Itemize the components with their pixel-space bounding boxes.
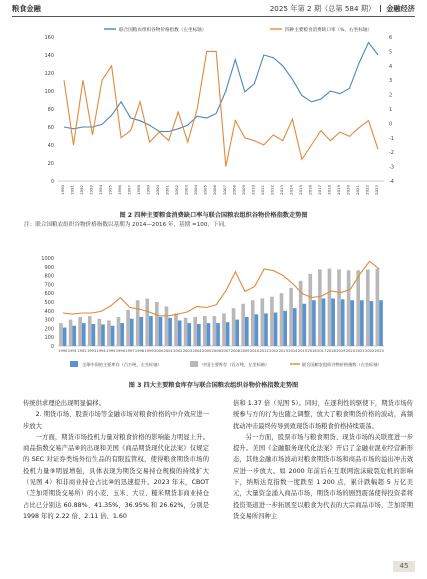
bar-china xyxy=(280,293,284,346)
x-tick-label: 2008 xyxy=(231,185,237,195)
bar-global xyxy=(168,318,172,346)
header-rule xyxy=(12,16,415,17)
x-tick-label: 2011 xyxy=(259,185,265,195)
bar-global xyxy=(178,320,182,346)
x-tick-label: 2007 xyxy=(221,349,231,353)
bar-china xyxy=(117,317,121,346)
y-right-tick-label: -3 xyxy=(389,164,394,171)
bar-china xyxy=(251,300,255,346)
y-left-tick-label: 100 xyxy=(44,335,54,342)
bar-global xyxy=(293,308,297,346)
x-tick-label: 2005 xyxy=(202,349,212,353)
issue-info xyxy=(270,4,415,14)
y-left-tick-label: 400 xyxy=(44,308,54,315)
y-left-tick-label: 600 xyxy=(44,291,54,298)
x-tick-label: 2016 xyxy=(307,185,313,195)
x-tick-label: 1995 xyxy=(107,185,113,195)
bar-china xyxy=(193,317,197,346)
bar-china xyxy=(261,298,265,346)
bar-china xyxy=(98,319,102,346)
x-tick-label: 1992 xyxy=(79,185,85,195)
x-tick-label: 2020 xyxy=(345,185,351,195)
bar-china xyxy=(222,313,226,346)
bar-global xyxy=(379,300,383,346)
bar-china xyxy=(356,270,360,346)
bar-china xyxy=(155,302,159,346)
y-left-tick-label: 200 xyxy=(44,326,54,333)
bar-china xyxy=(232,308,236,346)
x-tick-label: 2022 xyxy=(365,349,375,353)
x-tick-label: 2021 xyxy=(355,349,365,353)
x-tick-label: 1997 xyxy=(126,185,132,195)
figure-2-caption: 图 2 四种主要粮食消费缺口率与联合国粮农组织谷物价格指数走势图 xyxy=(119,212,308,219)
y-right-tick-label: -4 xyxy=(389,179,394,185)
paragraph: 另一方面，股票市场与粮食期货、现货市场的关联度进一步提升。美国《金融服务现代化法案》开启了金融业混业经营新形态，其他金融市场波动对粮食期货市场和商品市场的溢出冲击效应进一步放大。如 2000 年前后在互联网泡沫破裂危机的影响下，纳斯达克指数一度跌至 1 200 点，累计跌幅超 5 万亿美元，大量资金涌入商品市场，期货市场的剧烈震荡使得投资者将投资渠道进一步拓展至以粮食为代表的大宗商品市场，芝加哥期货交易所四种主 xyxy=(233,433,413,520)
header-divider xyxy=(380,5,381,12)
x-tick-label: 2002 xyxy=(173,349,183,353)
bar-global xyxy=(101,324,105,346)
x-tick-label: 2020 xyxy=(345,349,356,353)
bar-china xyxy=(366,269,370,346)
bar-global xyxy=(341,299,345,346)
bar-global xyxy=(130,319,134,346)
y-right-tick-label: 4 xyxy=(389,63,393,70)
y-left-tick-label: 0 xyxy=(50,344,54,350)
bar-global xyxy=(322,298,326,346)
x-tick-label: 1991 xyxy=(69,185,75,195)
bar-global xyxy=(235,320,239,346)
x-tick-label: 1991 xyxy=(67,349,77,353)
page-number: 45 xyxy=(393,561,415,572)
x-tick-label: 2001 xyxy=(163,349,173,353)
y-left-tick-label: 100 xyxy=(44,89,54,95)
x-tick-label: 2000 xyxy=(154,349,164,353)
figure-2-chart xyxy=(12,21,416,211)
bar-global xyxy=(82,323,86,346)
figure-3-chart xyxy=(12,250,416,378)
y-left-tick-label: 120 xyxy=(44,71,54,77)
y-left-tick-label: 20 xyxy=(47,161,54,167)
paragraph: 一方面，期货市场投机力量对粮食价格的影响能力明显上升。商品指数交易产品⑧的出现和美国《商品期货现代化法案》仅规定的 SEC 对证券类场外衍生品的有限监管权，使得粮食期货市场的投机力量⑨明显增强，具体表现为期货交易持仓规模的持续扩大（见图 4）和非商业持仓占比⑩的迅速提升。2023 年末，CBOT（芝加哥期货交易所）的小麦、玉米、大豆、糙米期货非商业持仓占比已分别达 60.88%、41.35%、36.95% 和 26.62%，分别是 1998 年的 2.22 倍、2.11 倍、1.60 xyxy=(23,433,209,520)
bar-china xyxy=(376,269,380,346)
x-tick-label: 2002 xyxy=(174,185,180,195)
x-tick-label: 2009 xyxy=(240,349,250,353)
bar-china xyxy=(174,313,178,346)
bar-china xyxy=(78,317,82,346)
y-right-tick-label: -1 xyxy=(389,135,394,142)
x-tick-label: 2007 xyxy=(221,185,227,195)
bar-china xyxy=(337,269,341,346)
x-tick-label: 1999 xyxy=(144,349,154,353)
figure-2-note: 注：联合国粮农组织谷物价格指数以基期为 2014—2016 年，基期 =100，下同。 xyxy=(24,222,230,228)
legend-label: 四种主要粮食消费缺口率（%，右坐标轴） xyxy=(285,28,373,33)
legend-swatch xyxy=(70,361,78,367)
x-tick-label: 2018 xyxy=(326,185,332,195)
y-right-tick-label: 3 xyxy=(389,78,393,85)
bar-china xyxy=(241,304,245,346)
x-tick-label: 2012 xyxy=(269,185,275,195)
bar-china xyxy=(347,270,351,346)
y-right-tick-label: 0 xyxy=(389,121,393,128)
x-tick-label: 2012 xyxy=(269,349,279,353)
x-tick-label: 2013 xyxy=(278,185,284,195)
x-tick-label: 2000 xyxy=(155,185,161,195)
x-tick-label: 1992 xyxy=(77,349,87,353)
bar-china xyxy=(270,297,274,346)
x-tick-label: 1993 xyxy=(86,349,97,353)
y-left-tick-label: 900 xyxy=(44,264,54,271)
journal-name: 粮食金融 xyxy=(12,4,41,13)
y-left-tick-label: 500 xyxy=(44,300,54,306)
figure-2-svg xyxy=(12,21,416,211)
bar-china xyxy=(318,269,322,346)
figure-3-svg xyxy=(12,250,416,378)
x-tick-label: 2009 xyxy=(240,185,246,195)
x-tick-label: 2005 xyxy=(202,185,208,195)
section-heading: 2. 期货市场、股票市场等金融市场对粮食价格的中介效应进一步放大 xyxy=(23,411,209,430)
bar-global xyxy=(350,300,354,346)
bar-global xyxy=(216,323,220,346)
y-left-tick-label: 1000 xyxy=(41,256,54,262)
x-tick-label: 2015 xyxy=(297,185,303,195)
x-tick-label: 1995 xyxy=(106,349,116,353)
y-right-tick-label: 5 xyxy=(389,49,393,56)
paragraph: 倍和 1.37 倍（见图 5）。同时，在逐利性的驱使下，期货市场传统参与方的行为也随之调整，放大了粮食期货价格的波动，高频扰动冲击最终传导到致现货市场粮食价格持续震荡。 xyxy=(233,400,413,430)
x-tick-label: 1990 xyxy=(60,185,65,195)
x-tick-label: 2019 xyxy=(336,349,346,353)
x-tick-label: 1993 xyxy=(88,185,94,195)
x-tick-label: 2006 xyxy=(211,349,221,353)
bar-global xyxy=(111,326,115,346)
x-tick-label: 1999 xyxy=(145,185,151,195)
y-left-tick-label: 700 xyxy=(44,282,54,289)
y-left-tick-label: 60 xyxy=(47,125,54,131)
bar-china xyxy=(126,310,130,346)
bar-china xyxy=(203,316,207,346)
x-tick-label: 2015 xyxy=(297,349,308,353)
x-tick-label: 2023 xyxy=(374,349,384,353)
x-tick-label: 2023 xyxy=(374,185,379,195)
bar-china xyxy=(145,298,149,346)
bar-china xyxy=(165,306,169,346)
y-right-tick-label: 2 xyxy=(389,92,393,99)
bar-global xyxy=(370,301,374,346)
x-tick-label: 2003 xyxy=(183,185,189,195)
x-tick-label: 1994 xyxy=(96,349,106,353)
x-tick-label: 2011 xyxy=(259,349,269,353)
bar-china xyxy=(328,269,332,346)
y-left-tick-label: 160 xyxy=(44,35,54,41)
bar-global xyxy=(245,317,249,346)
right-text-column xyxy=(233,398,413,522)
x-tick-label: 2017 xyxy=(316,185,322,195)
x-tick-label: 2016 xyxy=(307,349,317,353)
bar-global xyxy=(264,313,268,346)
bar-global xyxy=(303,304,307,346)
y-left-tick-label: 80 xyxy=(47,107,54,113)
x-tick-label: 1990 xyxy=(58,349,68,353)
x-tick-label: 2008 xyxy=(230,349,240,353)
x-tick-label: 2014 xyxy=(288,185,294,195)
y-left-tick-label: 40 xyxy=(47,143,54,149)
x-tick-label: 2010 xyxy=(249,349,260,353)
y-left-tick-label: 300 xyxy=(44,317,54,324)
x-tick-label: 1994 xyxy=(98,185,104,195)
series-line-1 xyxy=(64,42,378,131)
bar-global xyxy=(197,324,201,346)
x-tick-label: 2004 xyxy=(192,349,202,353)
left-text-column xyxy=(23,398,209,522)
bar-global xyxy=(159,317,163,346)
x-tick-label: 1996 xyxy=(117,185,123,195)
x-tick-label: 1998 xyxy=(134,349,145,353)
bar-china xyxy=(308,274,312,346)
page-header xyxy=(0,0,427,18)
bar-global xyxy=(274,313,278,346)
bar-global xyxy=(187,323,191,346)
x-tick-label: 1996 xyxy=(115,349,125,353)
legend-label: 联合国粮农组织谷物价格指数（左坐标轴） xyxy=(119,28,207,33)
bar-global xyxy=(331,298,335,346)
legend-label: 联合国粮农组织谷物价格指数（右坐标轴） xyxy=(302,362,382,367)
x-tick-label: 2013 xyxy=(278,349,288,353)
issue-number: 2025 年第 2 期（总第 584 期） xyxy=(269,4,376,13)
bar-global xyxy=(63,328,67,346)
bar-global xyxy=(207,323,211,346)
x-tick-label: 2021 xyxy=(354,185,360,195)
x-tick-label: 2019 xyxy=(335,185,341,195)
bar-global xyxy=(120,323,124,346)
bar-global xyxy=(255,314,259,346)
bar-china xyxy=(213,316,217,346)
y-right-tick-label: 6 xyxy=(389,35,393,41)
bar-china xyxy=(88,316,92,346)
bar-china xyxy=(59,323,63,346)
y-right-tick-label: -2 xyxy=(389,150,394,157)
y-left-tick-label: 800 xyxy=(44,273,54,280)
x-tick-label: 2006 xyxy=(212,185,218,195)
x-tick-label: 2018 xyxy=(326,349,336,353)
x-tick-label: 2014 xyxy=(288,349,298,353)
bar-china xyxy=(136,300,140,346)
x-tick-label: 1998 xyxy=(136,185,142,195)
bar-global xyxy=(140,317,144,346)
bar-global xyxy=(72,326,76,346)
bar-china xyxy=(184,318,188,346)
bar-global xyxy=(149,316,153,346)
x-tick-label: 2003 xyxy=(182,349,193,353)
figure-3-caption: 图 3 四大主要粮食库存与联合国粮农组织谷物价格指数走势图 xyxy=(128,382,299,389)
bar-global xyxy=(360,300,364,346)
y-left-tick-label: 0 xyxy=(50,179,54,185)
bar-global xyxy=(312,300,316,346)
x-tick-label: 1997 xyxy=(125,349,135,353)
bar-china xyxy=(289,288,293,346)
bar-global xyxy=(92,324,96,346)
x-tick-label: 2001 xyxy=(164,185,170,195)
x-tick-label: 2017 xyxy=(317,349,327,353)
legend-label: 全球中国的主要库存（百万吨，左坐标轴） xyxy=(82,362,162,367)
bar-china xyxy=(69,320,73,346)
y-right-tick-label: 1 xyxy=(389,107,393,113)
x-tick-label: 2022 xyxy=(364,185,370,195)
section-name: 金融经济 xyxy=(386,4,415,13)
legend-label: 中国主要库存（百万吨，左坐标轴） xyxy=(202,362,270,367)
y-left-tick-label: 140 xyxy=(44,53,54,59)
x-tick-label: 2004 xyxy=(193,185,199,195)
bar-global xyxy=(226,322,230,346)
legend-swatch xyxy=(190,361,198,367)
paragraph: 传统供求理论出现明显偏移。 xyxy=(23,400,105,407)
bar-global xyxy=(283,311,287,346)
series-line-2 xyxy=(64,51,378,166)
bar-china xyxy=(107,320,111,346)
x-tick-label: 2010 xyxy=(250,185,256,195)
